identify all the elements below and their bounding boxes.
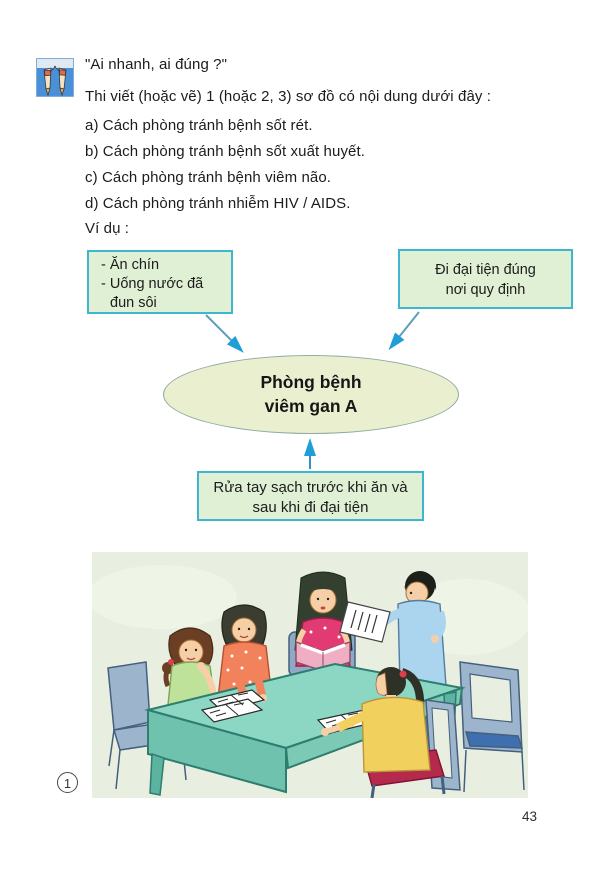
node-line: Rửa tay sạch trước khi ăn và <box>213 479 408 496</box>
node-line: sau khi đi đại tiện <box>252 499 369 516</box>
group-study-scene <box>92 552 528 798</box>
illustration-group-study <box>92 552 528 798</box>
activity-item-a: a) Cách phòng tránh bệnh sốt rét. <box>85 117 313 134</box>
activity-title: "Ai nhanh, ai đúng ?" <box>85 56 228 73</box>
node-line: - Uống nước đã <box>101 276 204 292</box>
arrow-right-to-ellipse <box>391 312 419 347</box>
ellipse-line: viêm gan A <box>264 396 358 416</box>
node-line: đun sôi <box>110 295 157 311</box>
concept-map-diagram <box>0 245 600 552</box>
page-number: 43 <box>522 809 538 824</box>
activity-intro: Thi viết (hoặc vẽ) 1 (hoặc 2, 3) sơ đồ có nội dung dưới đây : <box>85 88 492 105</box>
ellipse-line: Phòng bệnh <box>260 372 362 392</box>
activity-item-d: d) Cách phòng tránh nhiễm HIV / AIDS. <box>85 195 351 212</box>
node-line: Đi đại tiện đúng <box>435 262 536 278</box>
arrow-left-to-ellipse <box>206 315 241 350</box>
node-line: nơi quy định <box>445 282 526 298</box>
diagram-node-wash-hands <box>197 471 424 521</box>
diagram-ellipse-hepatitis-a <box>163 355 459 434</box>
diagram-node-proper-toilet <box>398 249 573 309</box>
example-label: Ví dụ : <box>85 220 130 237</box>
game-activity-icon <box>36 58 74 97</box>
diagram-node-eat-cooked <box>87 250 233 314</box>
figure-marker: 1 <box>57 772 78 793</box>
activity-item-b: b) Cách phòng tránh bệnh sốt xuất huyết. <box>85 143 366 160</box>
node-line: - Ăn chín <box>101 257 160 273</box>
pencil-characters-icon <box>36 58 74 97</box>
activity-item-c: c) Cách phòng tránh bệnh viêm não. <box>85 169 332 186</box>
